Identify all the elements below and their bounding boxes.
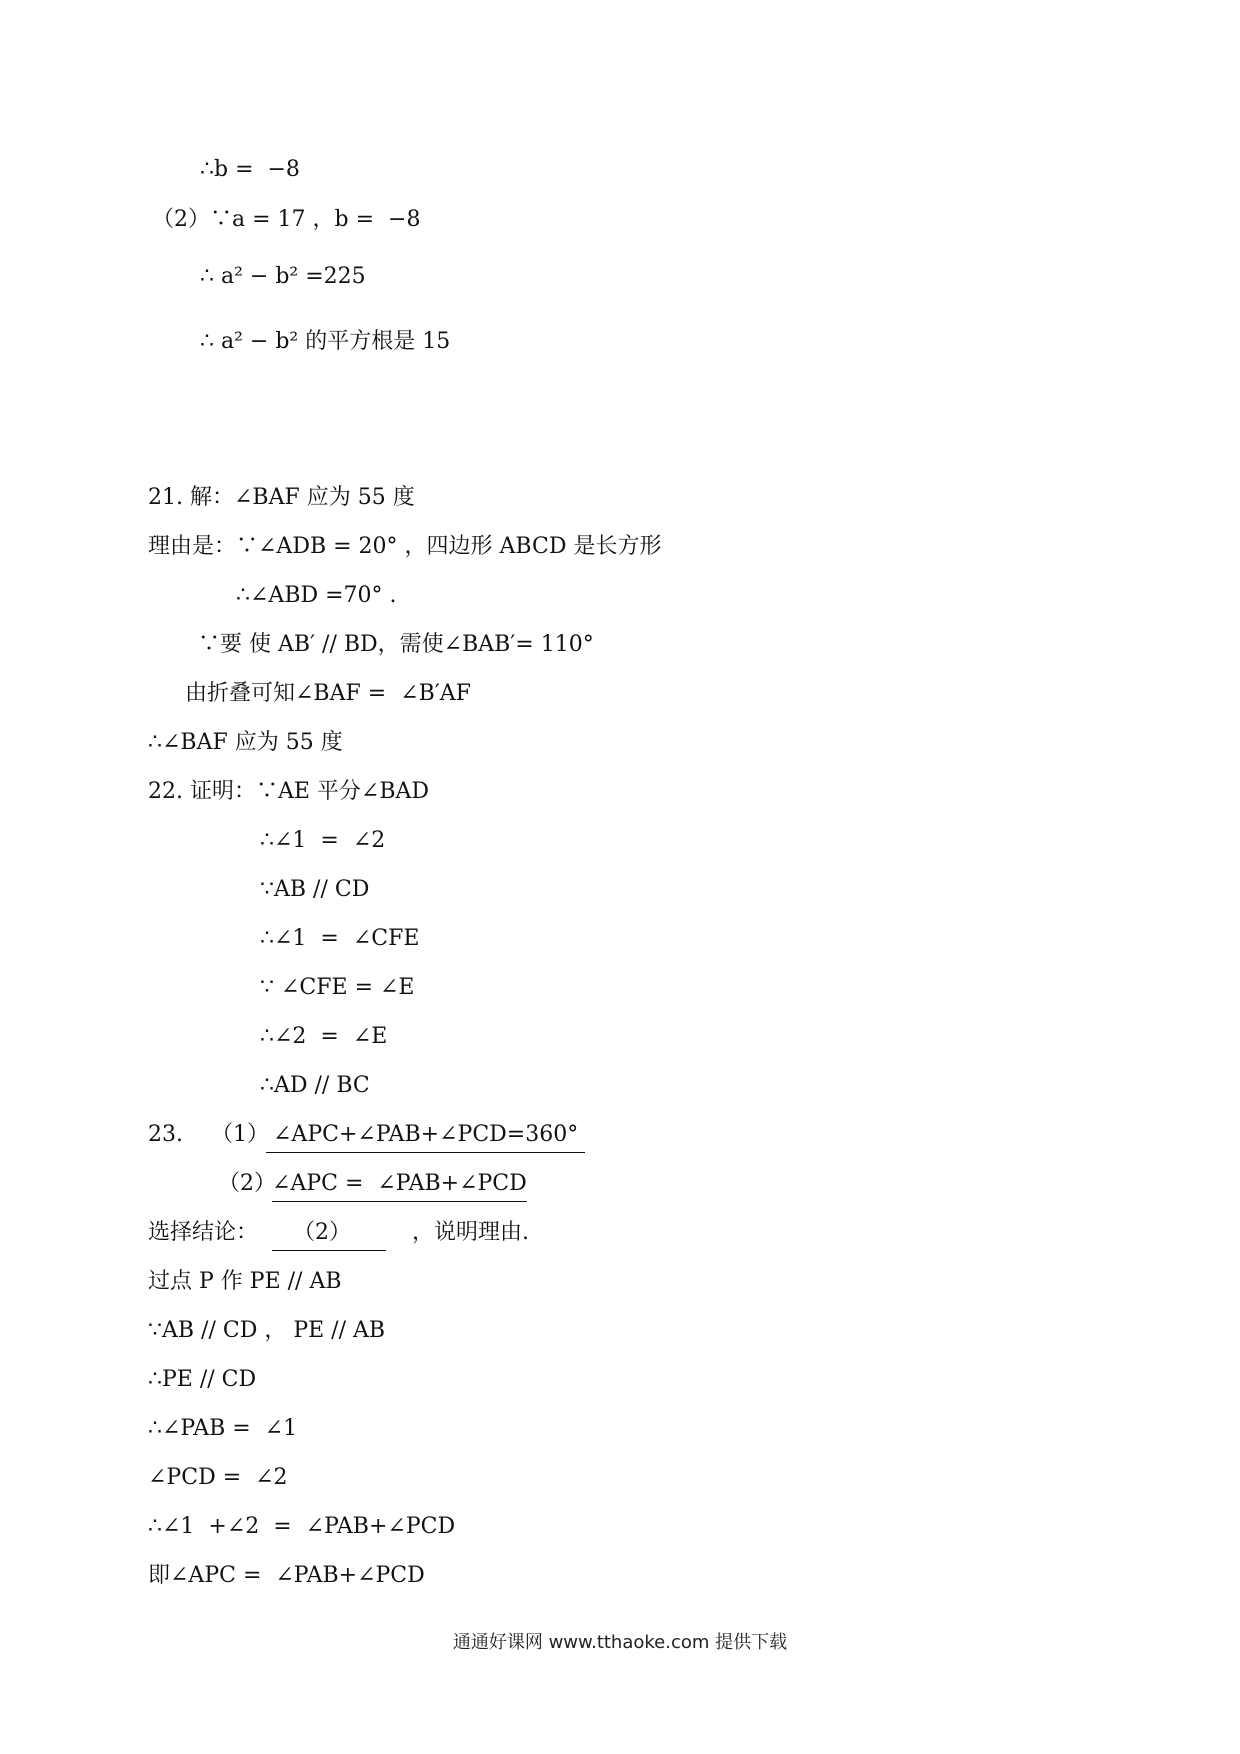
answer-blank-2: ∠APC = ∠PAB+∠PCD bbox=[272, 1169, 527, 1202]
page-footer: 通通好课网 www.tthaoke.com 提供下载 bbox=[452, 1632, 788, 1653]
text-line: ∵AB // CD bbox=[260, 877, 370, 902]
text-line: （2） bbox=[218, 1171, 276, 1196]
answer-blank-1: ∠APC+∠PAB+∠PCD=360° bbox=[266, 1120, 585, 1153]
text-line: ∴∠ABD =70° . bbox=[236, 583, 397, 608]
text-line: （2）∵a = 17 ，b = −8 bbox=[152, 207, 421, 232]
text-line: ∠PCD = ∠2 bbox=[148, 1465, 288, 1490]
text-line: ∴ a² − b² 的平方根是 15 bbox=[200, 329, 451, 354]
text-line: ∴b = −8 bbox=[200, 157, 300, 182]
text-line: ，说明理由. bbox=[412, 1220, 529, 1245]
text-line: 21. 解：∠BAF 应为 55 度 bbox=[148, 485, 415, 510]
text-line: ∵要 使 AB′ // BD，需使∠BAB′= 110° bbox=[198, 632, 594, 657]
text-line: ∴∠1 = ∠CFE bbox=[260, 926, 420, 951]
text-line: 过点 P 作 PE // AB bbox=[148, 1269, 342, 1294]
text-line: ∵AB // CD ， PE // AB bbox=[148, 1318, 386, 1343]
answer-blank-choice: （2） bbox=[272, 1218, 386, 1251]
text-line: ∴∠1 = ∠2 bbox=[260, 828, 386, 853]
text-line: ∴∠BAF 应为 55 度 bbox=[148, 730, 343, 755]
text-line: 由折叠可知∠BAF = ∠B′AF bbox=[185, 681, 471, 706]
text-line: ∴AD // BC bbox=[260, 1073, 370, 1098]
text-line: ∴PE // CD bbox=[148, 1367, 257, 1392]
text-line: ∴∠2 = ∠E bbox=[260, 1024, 388, 1049]
text-line: 理由是：∵∠ADB = 20° ，四边形 ABCD 是长方形 bbox=[148, 534, 662, 559]
text-line: ∴ a² − b² =225 bbox=[200, 264, 366, 289]
text-line: 选择结论： bbox=[148, 1220, 259, 1245]
text-line: ∴∠1 +∠2 = ∠PAB+∠PCD bbox=[148, 1514, 456, 1539]
text-line: ∴∠PAB = ∠1 bbox=[148, 1416, 298, 1441]
text-line: ∵ ∠CFE = ∠E bbox=[260, 975, 415, 1000]
text-line: 23. （1） bbox=[148, 1122, 269, 1147]
text-line: 22. 证明：∵AE 平分∠BAD bbox=[148, 779, 430, 804]
text-line: 即∠APC = ∠PAB+∠PCD bbox=[148, 1563, 425, 1588]
